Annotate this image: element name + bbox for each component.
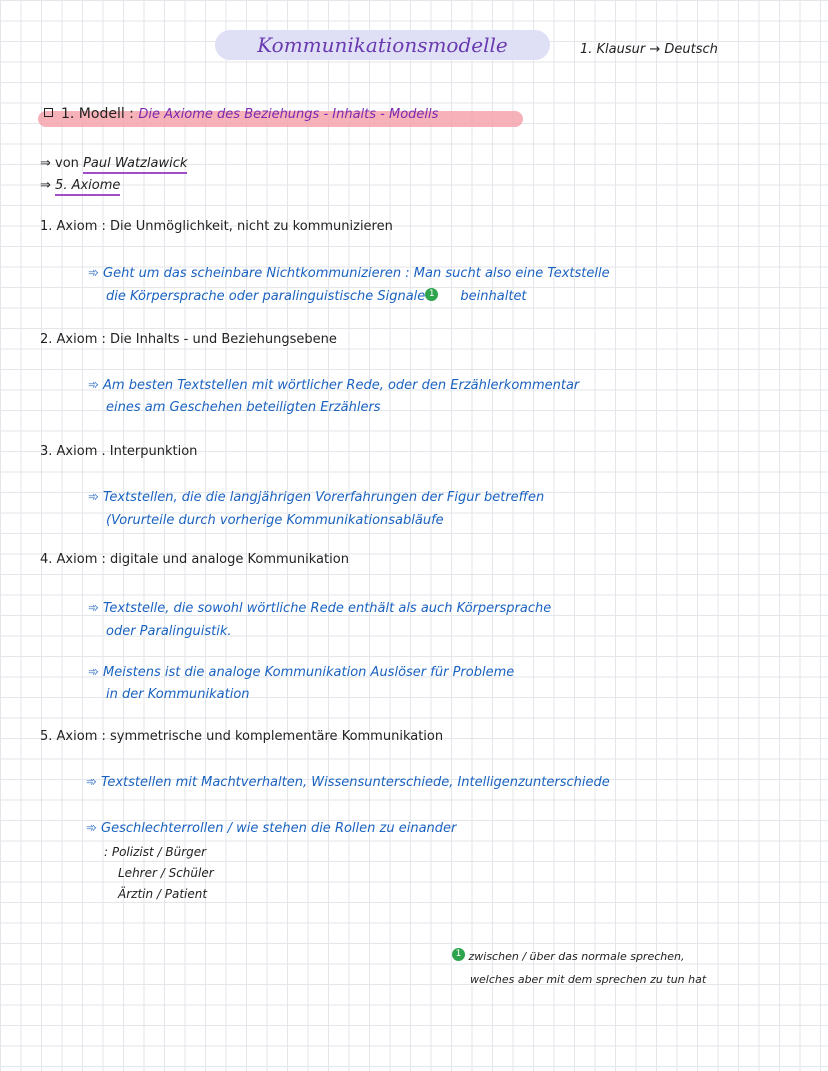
- footnote-number-icon: 1: [452, 948, 465, 961]
- axiom-3-note-2: (Vorurteile durch vorherige Kommunikationsabläufe: [106, 513, 444, 528]
- footnote-line-1: [452, 946, 684, 968]
- axiom-1-note-2-end: beinhaltet: [460, 289, 527, 304]
- axiom-1-note-2: [106, 286, 527, 308]
- axiom-5-note-2: ➾ Geschlechterrollen / wie stehen die Rollen zu einander: [86, 821, 457, 836]
- model-heading: [44, 106, 438, 122]
- axiom-1-note-2-text: die Körpersprache oder paralinguistische Signale: [106, 289, 426, 304]
- author-prefix: ⇒ von: [40, 156, 79, 171]
- axiome-count-line: [40, 178, 120, 193]
- axiom-4-note-4: in der Kommunikation: [106, 687, 250, 702]
- author-line: [40, 156, 187, 171]
- checkbox-icon: [44, 108, 53, 117]
- axiom-3-heading: 3. Axiom . Interpunktion: [40, 444, 198, 459]
- axiom-1-note-1: ➾ Geht um das scheinbare Nichtkommunizieren : Man sucht also eine Textstelle: [88, 266, 610, 281]
- exam-label: 1. Klausur → Deutsch: [580, 42, 718, 57]
- axiom-4-note-3: ➾ Meistens ist die analoge Kommunikation Auslöser für Probleme: [88, 665, 515, 680]
- axiom-3-note-1: ➾ Textstellen, die die langjährigen Vorerfahrungen der Figur betreffen: [88, 490, 545, 505]
- example-2: Lehrer / Schüler: [118, 866, 214, 880]
- page-title: Kommunikationsmodelle: [215, 30, 550, 60]
- axiom-4-note-1: ➾ Textstelle, die sowohl wörtliche Rede enthält als auch Körpersprache: [88, 601, 552, 616]
- axiome-prefix: ⇒: [40, 178, 51, 193]
- footnote-line-2: welches aber mit dem sprechen zu tun hat: [470, 973, 707, 986]
- model-label: 1. Modell :: [61, 106, 134, 122]
- axiom-5-heading: 5. Axiom : symmetrische und komplementäre Kommunikation: [40, 729, 444, 744]
- footnote-marker-icon: 1: [425, 288, 438, 301]
- example-3: Ärztin / Patient: [118, 887, 208, 901]
- axiom-4-note-2: oder Paralinguistik.: [106, 624, 232, 639]
- axiome-count: 5. Axiome: [55, 178, 120, 196]
- axiom-4-heading: 4. Axiom : digitale und analoge Kommunikation: [40, 552, 349, 567]
- author-name: Paul Watzlawick: [83, 156, 187, 174]
- footnote-text-1: zwischen / über das normale sprechen,: [468, 950, 685, 963]
- example-1: : Polizist / Bürger: [104, 845, 207, 859]
- axiom-5-note-1: ➾ Textstellen mit Machtverhalten, Wissensunterschiede, Intelligenzunterschiede: [86, 775, 610, 790]
- axiom-2-note-2: eines am Geschehen beteiligten Erzählers: [106, 400, 381, 415]
- axiom-1-heading: 1. Axiom : Die Unmöglichkeit, nicht zu kommunizieren: [40, 219, 393, 234]
- axiom-2-note-1: ➾ Am besten Textstellen mit wörtlicher Rede, oder den Erzählerkommentar: [88, 378, 580, 393]
- model-subtitle: Die Axiome des Beziehungs - Inhalts - Modells: [138, 107, 439, 122]
- axiom-2-heading: 2. Axiom : Die Inhalts - und Beziehungsebene: [40, 332, 337, 347]
